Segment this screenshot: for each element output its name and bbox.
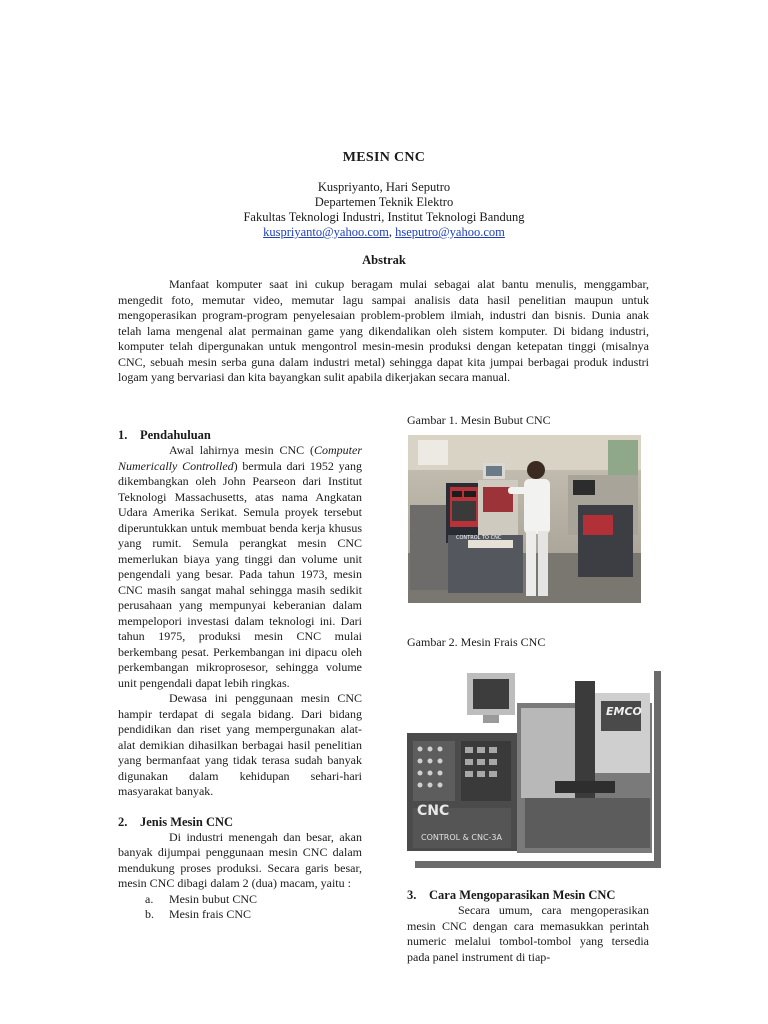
section-1-number: 1. (118, 428, 128, 442)
email-link-2[interactable]: hseputro@yahoo.com (395, 225, 505, 239)
list-marker: a. (145, 891, 154, 906)
section-2-number: 2. (118, 814, 128, 829)
list-marker: b. (145, 906, 154, 921)
machine-type-list (118, 892, 362, 922)
figure-2-image (405, 663, 661, 868)
left-column (118, 428, 362, 922)
abstract-body (118, 277, 649, 386)
section-1-paragraph-1 (118, 443, 362, 691)
authors: Kuspriyanto, Hari Seputro (317, 180, 451, 194)
s1p1-pre: Awal lahirnya mesin CNC ( (169, 443, 314, 457)
section-2-title: Jenis Mesin CNC (140, 814, 234, 829)
section-1-paragraph-2: Dewasa ini penggunaan mesin CNC hampir terdapat di segala bidang. Dari bidang pendidikan dan riset yang mempergunakan alat-alat demikian dihasilkan berbagai hasil penelitian yang bermanfaat yang tidak terasa sudah banyak digunakan dalam kehidupan sehari-hari masyarakat banyak. (118, 691, 362, 798)
abstract-paragraph: Manfaat komputer saat ini cukup beragam mulai sebagai alat bantu menulis, menggambar, mengedit foto, memutar video, memutar lagu sampai analisis data hasil penelitian maupun untuk mengoperasikan program-program penyelesaian problem-problem ilmiah, industri dan bisnis. Dunia anak telah lama mengenal alat permainan game yang dikendalikan oleh sistem komputer. Di bidang industri, komputer telah dipergunakan untuk mengontrol mesin-mesin produksi dengan ketepatan tinggi (misalnya CNC, sebuah mesin serba guna dalam industri metal) sehingga dapat kita jumpai berbagai produk industri logam yang bervariasi dan kita bayangkan sulit apabila dikerjakan secara manual. (118, 277, 649, 384)
figure-1-caption: Gambar 1. Mesin Bubut CNC (407, 413, 551, 427)
figure-2-panel-label: CONTROL & CNC-3A (421, 833, 502, 842)
cnc-lathe-photo (408, 435, 641, 603)
figure-1-image (408, 435, 641, 603)
list-text: Mesin bubut CNC (169, 891, 258, 906)
figure-1-panel-label: CONTROL TO CNC (456, 535, 502, 541)
cnc-expansion: Computer Numerically Controlled (118, 443, 362, 473)
section-3-number: 3. (407, 888, 417, 902)
section-1-heading (118, 428, 362, 443)
figure-2-caption: Gambar 2. Mesin Frais CNC (407, 635, 546, 649)
paper-title: MESIN CNC (342, 150, 426, 165)
list-item (145, 907, 362, 922)
right-column-text (407, 888, 649, 965)
email-link-1[interactable]: kuspriyanto@yahoo.com (263, 225, 389, 239)
list-item (145, 892, 362, 907)
email-separator: , (388, 225, 396, 239)
figure-2-cnc-label: CNC (417, 803, 450, 819)
section-1-title: Pendahuluan (140, 428, 211, 442)
abstract-heading: Abstrak (362, 253, 406, 267)
section-2-heading (118, 815, 362, 830)
figure-2-brand: EMCO (606, 705, 642, 718)
section-3-heading (407, 888, 649, 903)
section-3-title: Cara Mengoparasikan Mesin CNC (429, 888, 616, 902)
list-text: Mesin frais CNC (169, 906, 251, 921)
affiliation: Fakultas Teknologi Industri, Institut Teknologi Bandung (243, 210, 525, 224)
s1p1-post: ) bermula dari 1952 yang dikembangkan oleh John Pearseon dari Institut Teknologi Massachusetts, atas nama Angkatan Udara Amerika Serikat. Semula proyek tersebut diperuntukkan untuk membuat benda kerja khusus yang rumit. Semula perangkat mesin CNC memerlukan biaya yang tinggi dan volume unit pengendali yang besar. Pada tahun 1973, mesin CNC masih sangat mahal sehingga masih sedikit perusahaan yang mempunyai keberanian dalam mempelopori investasi dalam teknologi ini. Dari tahun 1975, produksi mesin CNC mulai berkembang pesat. Perkembangan ini dipacu oleh perkembangan mikroprosesor, sehingga volume unit pengendali dapat lebih ringkas. (118, 458, 362, 690)
section-3-paragraph-1: Secara umum, cara mengoperasikan mesin CNC dengan cara memasukkan perintah numeric melalui tombol-tombol yang tersedia pada panel instrument di tiap- (407, 903, 649, 964)
email-line (0, 225, 768, 241)
department: Departemen Teknik Elektro (314, 195, 454, 209)
section-2-paragraph-1: Di industri menengah dan besar, akan banyak dijumpai penggunaan mesin CNC dalam mendukung proses produksi. Secara garis besar, mesin CNC dibagi dalam 2 (dua) macam, yaitu : (118, 829, 362, 890)
